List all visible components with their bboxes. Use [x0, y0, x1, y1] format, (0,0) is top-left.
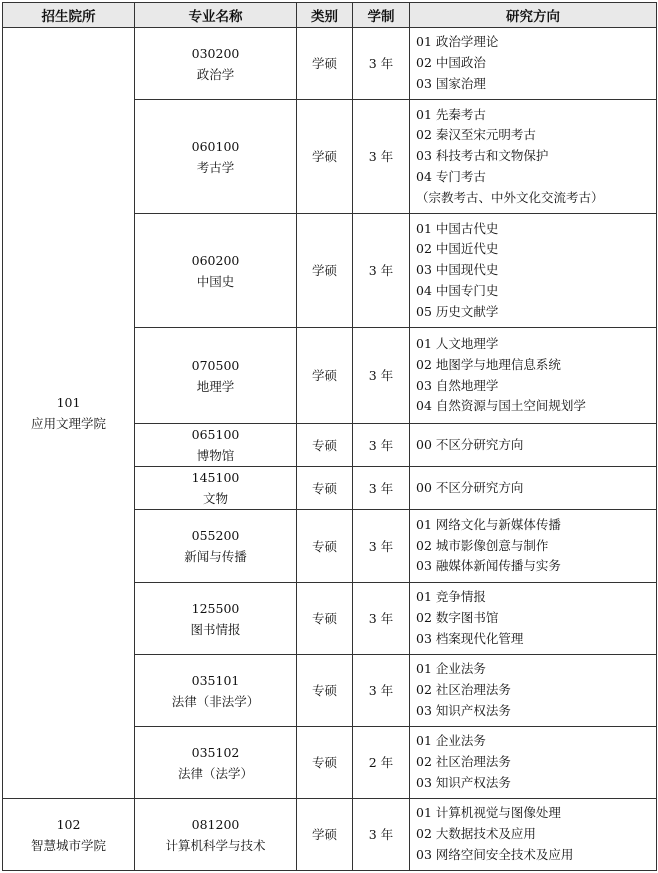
- major-name: 法律（非法学）: [171, 693, 260, 709]
- major-code: 070500: [191, 357, 240, 373]
- type-cell: 学硕: [297, 799, 353, 871]
- direction-item: 02 大数据技术及应用: [416, 826, 536, 842]
- direction-item: 02 城市影像创意与制作: [416, 537, 549, 553]
- admissions-table: [2, 2, 657, 871]
- direction-item: 04 中国专门史: [416, 282, 499, 298]
- major-name: 新闻与传播: [184, 549, 247, 564]
- direction-item: 01 中国古代史: [416, 220, 499, 236]
- type-cell: 专硕: [297, 467, 353, 510]
- direction-item: 02 中国政治: [416, 55, 486, 71]
- direction-item: 01 人文地理学: [416, 335, 499, 351]
- major-code: 035102: [191, 744, 240, 760]
- directions-cell: [410, 510, 657, 583]
- duration-cell: 3 年: [353, 583, 410, 655]
- directions-cell: [410, 328, 657, 424]
- direction-item: 05 历史文献学: [416, 303, 499, 319]
- type-cell: 专硕: [297, 655, 353, 727]
- header-directions: 研究方向: [410, 3, 657, 28]
- institute-name: 应用文理学院: [30, 416, 106, 431]
- major-name: 计算机科学与技术: [165, 837, 266, 853]
- major-name: 文物: [202, 491, 228, 506]
- major-cell: [135, 424, 297, 467]
- header-duration: 学制: [353, 3, 410, 28]
- duration-cell: 3 年: [353, 467, 410, 510]
- directions-cell: [410, 583, 657, 655]
- major-cell: [135, 467, 297, 510]
- major-cell: [135, 214, 297, 328]
- directions-cell: [410, 655, 657, 727]
- direction-item: 00 不区分研究方向: [416, 436, 524, 452]
- major-name: 考古学: [196, 159, 235, 175]
- direction-item: 03 国家治理: [416, 75, 486, 91]
- direction-item: 03 科技考古和文物保护: [416, 148, 549, 164]
- type-cell: 专硕: [297, 727, 353, 799]
- major-name: 图书情报: [190, 621, 241, 637]
- directions-cell: [410, 100, 657, 214]
- direction-item: 03 知识产权法务: [416, 774, 511, 790]
- header-major: 专业名称: [135, 3, 297, 28]
- direction-item: 02 社区治理法务: [416, 682, 511, 698]
- major-code: 065100: [191, 427, 240, 442]
- direction-item: 03 档案现代化管理: [416, 630, 524, 646]
- duration-cell: 3 年: [353, 28, 410, 100]
- type-cell: 专硕: [297, 583, 353, 655]
- major-code: 125500: [191, 600, 240, 616]
- directions-cell: [410, 424, 657, 467]
- table-row: [3, 799, 657, 871]
- major-name: 博物馆: [196, 448, 235, 463]
- major-code: 035101: [191, 672, 240, 688]
- major-cell: [135, 28, 297, 100]
- directions-cell: [410, 214, 657, 328]
- direction-item: 00 不区分研究方向: [416, 479, 524, 495]
- major-cell: [135, 799, 297, 871]
- direction-item: 01 网络文化与新媒体传播: [416, 516, 561, 532]
- major-code: 060200: [191, 252, 240, 268]
- direction-item: 01 政治学理论: [416, 34, 499, 50]
- major-name: 政治学: [196, 66, 235, 82]
- direction-item: 03 自然地理学: [416, 377, 499, 393]
- duration-cell: 3 年: [353, 328, 410, 424]
- direction-item: 02 社区治理法务: [416, 754, 511, 770]
- institute-cell: [3, 799, 135, 871]
- duration-cell: 3 年: [353, 214, 410, 328]
- duration-cell: 3 年: [353, 655, 410, 727]
- type-cell: 专硕: [297, 424, 353, 467]
- direction-item: 04 自然资源与国土空间规划学: [416, 398, 586, 414]
- duration-cell: 3 年: [353, 424, 410, 467]
- directions-cell: [410, 727, 657, 799]
- header-institute: 招生院所: [3, 3, 135, 28]
- major-cell: [135, 328, 297, 424]
- major-cell: [135, 100, 297, 214]
- major-code: 145100: [191, 470, 240, 485]
- direction-item: 01 先秦考古: [416, 106, 486, 122]
- direction-item: 02 中国近代史: [416, 241, 499, 257]
- direction-item: （宗教考古、中外文化交流考古）: [416, 189, 604, 205]
- direction-item: 02 数字图书馆: [416, 610, 499, 626]
- institute-name: 智慧城市学院: [30, 837, 106, 853]
- direction-item: 04 专门考古: [416, 168, 486, 184]
- major-name: 法律（法学）: [177, 765, 253, 781]
- institute-cell: [3, 28, 135, 799]
- direction-item: 03 知识产权法务: [416, 702, 511, 718]
- type-cell: 学硕: [297, 100, 353, 214]
- major-cell: [135, 727, 297, 799]
- major-cell: [135, 510, 297, 583]
- direction-item: 02 秦汉至宋元明考古: [416, 127, 536, 143]
- directions-cell: [410, 467, 657, 510]
- type-cell: 学硕: [297, 28, 353, 100]
- major-code: 081200: [191, 816, 240, 832]
- direction-item: 01 企业法务: [416, 733, 486, 749]
- type-cell: 学硕: [297, 214, 353, 328]
- major-code: 055200: [191, 528, 240, 543]
- major-cell: [135, 655, 297, 727]
- direction-item: 01 企业法务: [416, 661, 486, 677]
- directions-cell: [410, 799, 657, 871]
- direction-item: 01 计算机视觉与图像处理: [416, 805, 561, 821]
- direction-item: 03 融媒体新闻传播与实务: [416, 558, 561, 574]
- major-cell: [135, 583, 297, 655]
- duration-cell: 2 年: [353, 727, 410, 799]
- institute-code: 101: [56, 395, 81, 410]
- major-name: 中国史: [196, 273, 235, 289]
- type-cell: 专硕: [297, 510, 353, 583]
- duration-cell: 3 年: [353, 799, 410, 871]
- header-row: [3, 3, 657, 28]
- major-name: 地理学: [196, 378, 235, 394]
- major-code: 060100: [191, 138, 240, 154]
- direction-item: 03 中国现代史: [416, 262, 499, 278]
- directions-cell: [410, 28, 657, 100]
- direction-item: 03 网络空间安全技术及应用: [416, 846, 574, 862]
- major-code: 030200: [191, 45, 240, 61]
- institute-code: 102: [56, 816, 81, 832]
- header-type: 类别: [297, 3, 353, 28]
- table-row: [3, 28, 657, 100]
- type-cell: 学硕: [297, 328, 353, 424]
- duration-cell: 3 年: [353, 510, 410, 583]
- duration-cell: 3 年: [353, 100, 410, 214]
- direction-item: 02 地图学与地理信息系统: [416, 356, 561, 372]
- direction-item: 01 竞争情报: [416, 589, 486, 605]
